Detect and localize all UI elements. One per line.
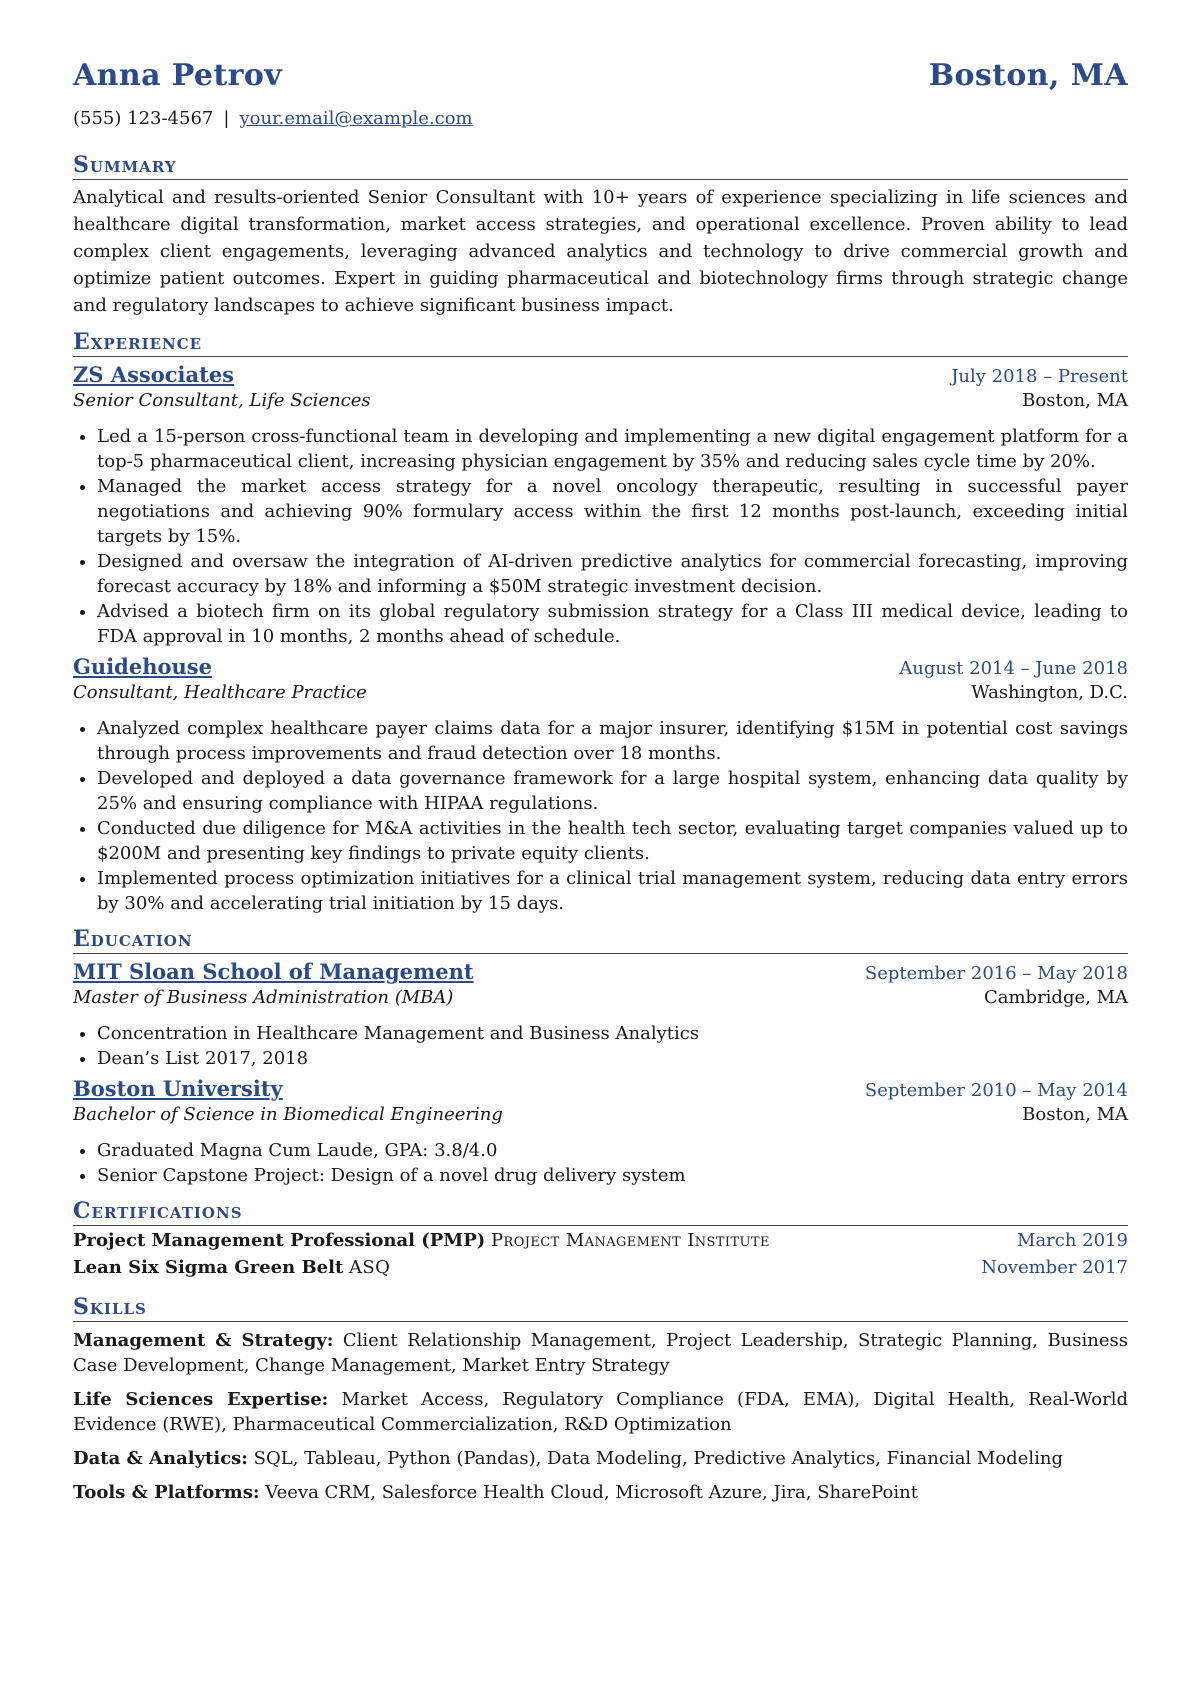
school-location: Boston, MA xyxy=(1022,1104,1128,1125)
skill-category: Life Sciences Expertise: xyxy=(73,1389,329,1410)
list-item: • Dean’s List 2017, 2018 xyxy=(97,1046,1128,1071)
skill-items: Market Access, Regulatory Compliance (FDA, EMA), Digital Health, Real-World Evidence (RWE), Pharmaceutical Commercialization, R&D Optimization xyxy=(73,1389,1128,1435)
job-dates: July 2018 – Present xyxy=(951,366,1128,387)
certification-date: March 2019 xyxy=(1017,1230,1128,1251)
job-dates: August 2014 – June 2018 xyxy=(899,658,1128,679)
certification-list xyxy=(73,1230,1128,1284)
skill-category: Tools & Platforms: xyxy=(73,1482,260,1503)
email-link[interactable]: your.email@example.com xyxy=(239,108,473,129)
list-item: • Designed and oversaw the integration of AI-driven predictive analytics for commercial forecasting, improving forecast accuracy by 18% and informing a $50M strategic investment decision. xyxy=(97,549,1128,599)
list-item: • Conducted due diligence for M&A activities in the health tech sector, evaluating target companies valued up to $200M and presenting key findings to private equity clients. xyxy=(97,816,1128,866)
section-title-skills: Skills xyxy=(73,1294,1128,1322)
job-location: Boston, MA xyxy=(1022,390,1128,411)
list-item: • Managed the market access strategy for a novel oncology therapeutic, resulting in successful payer negotiations and achieving 90% formulary access within the first 12 months post-launch, exceeding initial targets by 15%. xyxy=(97,474,1128,549)
job-title: Senior Consultant, Life Sciences xyxy=(73,390,371,411)
candidate-location: Boston, MA xyxy=(928,58,1128,93)
contact-line xyxy=(73,108,1128,138)
employer-link[interactable]: Guidehouse xyxy=(73,654,212,679)
list-item: • Senior Capstone Project: Design of a novel drug delivery system xyxy=(97,1163,1128,1188)
employer-link[interactable]: ZS Associates xyxy=(73,362,235,387)
school-bullets xyxy=(73,1138,1128,1188)
list-item: • Advised a biotech firm on its global regulatory submission strategy for a Class III medical device, leading to FDA approval in 10 months, 2 months ahead of schedule. xyxy=(97,599,1128,649)
phone-number: (555) 123-4567 xyxy=(73,108,214,129)
school-link[interactable]: Boston University xyxy=(73,1076,283,1101)
skill-group xyxy=(73,1446,1128,1471)
experience-entry xyxy=(73,362,1128,649)
skill-items: Veeva CRM, Salesforce Health Cloud, Microsoft Azure, Jira, SharePoint xyxy=(265,1482,918,1503)
education-entry xyxy=(73,959,1128,1071)
resume-header xyxy=(73,58,1128,106)
list-item: • Graduated Magna Cum Laude, GPA: 3.8/4.0 xyxy=(97,1138,1128,1163)
summary-text: Analytical and results-oriented Senior Consultant with 10+ years of experience specializing in life sciences and healthcare digital transformation, market access strategies, and operational excellence. Proven ability to lead complex client engagements, leveraging advanced analytics and technology to drive commercial growth and optimize patient outcomes. Expert in guiding pharmaceutical and biotechnology firms through strategic change and regulatory landscapes to achieve significant business impact. xyxy=(73,187,1128,316)
degree-title: Master of Business Administration (MBA) xyxy=(73,987,454,1008)
list-item: • Analyzed complex healthcare payer claims data for a major insurer, identifying $15M in potential cost savings through process improvements and fraud detection over 18 months. xyxy=(97,716,1128,766)
school-bullets xyxy=(73,1021,1128,1071)
skill-items: SQL, Tableau, Python (Pandas), Data Modeling, Predictive Analytics, Financial Modeling xyxy=(253,1448,1063,1469)
school-dates: September 2016 – May 2018 xyxy=(864,963,1128,984)
list-item: • Implemented process optimization initiatives for a clinical trial management system, reducing data entry errors by 30% and accelerating trial initiation by 15 days. xyxy=(97,866,1128,916)
school-link[interactable]: MIT Sloan School of Management xyxy=(73,959,474,984)
education-entry xyxy=(73,1076,1128,1188)
certification-row xyxy=(73,1257,1128,1284)
skill-category: Management & Strategy: xyxy=(73,1330,334,1351)
certification-row xyxy=(73,1230,1128,1257)
certification-issuer: Project Management Institute xyxy=(491,1230,770,1251)
experience-entry xyxy=(73,654,1128,916)
list-item: • Developed and deployed a data governance framework for a large hospital system, enhancing data quality by 25% and ensuring compliance with HIPAA regulations. xyxy=(97,766,1128,816)
job-bullets xyxy=(73,716,1128,916)
skill-group xyxy=(73,1328,1128,1378)
skill-group xyxy=(73,1387,1128,1437)
certification-name: Project Management Professional (PMP) xyxy=(73,1230,486,1251)
contact-separator: | xyxy=(223,108,230,129)
school-location: Cambridge, MA xyxy=(983,987,1128,1008)
certification-issuer: ASQ xyxy=(349,1257,391,1278)
skill-category: Data & Analytics: xyxy=(73,1448,248,1469)
certification-name: Lean Six Sigma Green Belt xyxy=(73,1257,344,1278)
resume-page xyxy=(73,58,1128,1505)
certification-date: November 2017 xyxy=(981,1257,1128,1278)
skill-group xyxy=(73,1480,1128,1505)
degree-title: Bachelor of Science in Biomedical Engineering xyxy=(73,1104,503,1125)
list-item: • Led a 15-person cross-functional team in developing and implementing a new digital engagement platform for a top-5 pharmaceutical client, increasing physician engagement by 35% and reducing sales cycle time by 20%. xyxy=(97,424,1128,474)
job-bullets xyxy=(73,424,1128,649)
school-dates: September 2010 – May 2014 xyxy=(864,1080,1128,1101)
job-location: Washington, D.C. xyxy=(971,682,1128,703)
section-title-certifications: Certifications xyxy=(73,1198,1128,1226)
section-title-education: Education xyxy=(73,926,1128,954)
section-title-summary: Summary xyxy=(73,152,1128,180)
list-item: • Concentration in Healthcare Management and Business Analytics xyxy=(97,1021,1128,1046)
skill-items: Client Relationship Management, Project Leadership, Strategic Planning, Business Case Development, Change Management, Market Entry Strategy xyxy=(73,1330,1128,1376)
candidate-name: Anna Petrov xyxy=(73,58,283,93)
job-title: Consultant, Healthcare Practice xyxy=(73,682,367,703)
section-title-experience: Experience xyxy=(73,329,1128,357)
